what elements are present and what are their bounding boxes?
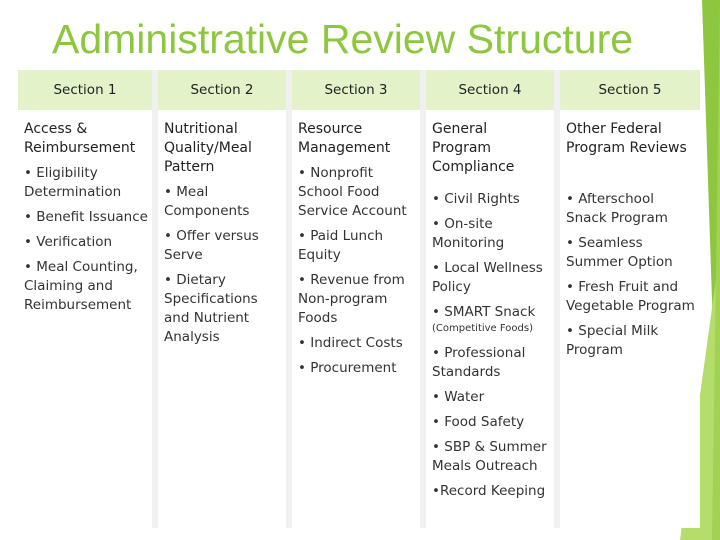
section-3-header: Section 3 [292,70,420,110]
list-item: • Revenue from Non-program Foods [298,272,405,326]
section-2-header: Section 2 [158,70,286,110]
section-3-column [292,70,420,528]
list-item: • SBP & Summer Meals Outreach [432,439,547,474]
green-accent-edge [712,0,720,540]
list-item: • Fresh Fruit and Vegetable Program [566,279,695,314]
list-item: • Dietary Specifications and Nutrient Analysis [164,272,258,345]
list-item: • Offer versus Serve [164,228,259,263]
page-title: Administrative Review Structure [52,16,634,62]
list-item: • Meal Counting, Claiming and Reimbursement [24,259,138,313]
list-item: • Eligibility Determination [24,165,122,200]
section-1-title: Access & Reimbursement [24,121,136,156]
list-item: • Paid Lunch Equity [298,228,384,263]
section-5-header: Section 5 [560,70,700,110]
section-2-title: Nutritional Quality/Meal Pattern [164,121,252,175]
list-item: • Meal Components [164,184,250,219]
list-item: • Civil Rights [432,191,520,207]
list-item: • Professional Standards [432,345,526,380]
list-item: •Record Keeping [432,483,546,499]
section-4-column [426,70,554,528]
section-4-title: General Program Compliance [432,121,515,175]
list-item: • Seamless Summer Option [566,235,673,270]
list-item: • Special Milk Program [566,323,659,358]
section-5-column [560,70,700,528]
list-item: • Food Safety [432,414,525,430]
section-5-title: Other Federal Program Reviews [566,121,687,156]
list-item: • On-site Monitoring [432,216,505,251]
list-item: • Local Wellness Policy [432,260,543,295]
list-item: • SMART Snack [432,304,536,320]
list-item: • Verification [24,234,113,250]
section-1-column [18,70,152,528]
list-item: • Nonprofit School Food Service Account [298,165,407,219]
list-item: • Water [432,389,485,405]
list-item: • Indirect Costs [298,335,403,351]
list-item: • Benefit Issuance [24,209,148,225]
section-4-header: Section 4 [426,70,554,110]
section-3-title: Resource Management [298,121,391,156]
list-item: • Procurement [298,360,397,376]
list-item-note: (Competitive Foods) [432,323,533,334]
section-1-header: Section 1 [18,70,152,110]
list-item: • Afterschool Snack Program [566,191,668,226]
section-2-column [158,70,286,528]
review-structure-table [18,70,706,530]
